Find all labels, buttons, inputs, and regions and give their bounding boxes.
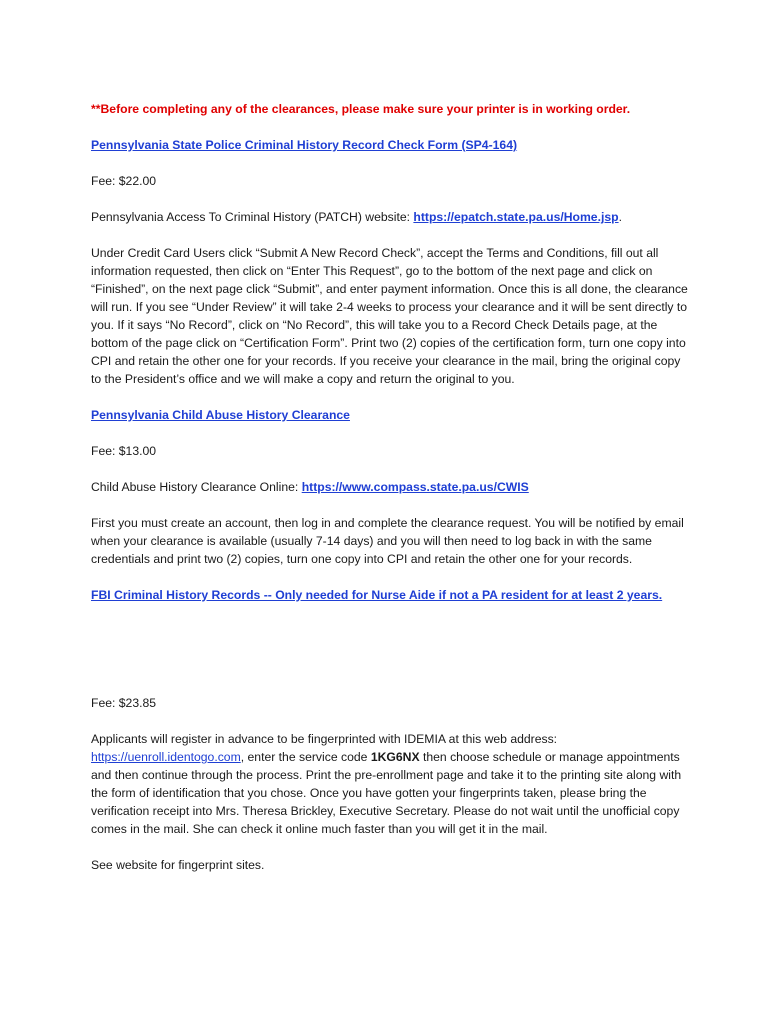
fbi-section-heading: [91, 586, 691, 604]
child-abuse-clearance-link[interactable]: Pennsylvania Child Abuse History Clearance: [91, 408, 350, 422]
service-code: 1KG6NX: [370, 750, 420, 764]
child-abuse-online-label: Child Abuse History Clearance Online:: [91, 480, 302, 494]
child-abuse-online-line: [91, 478, 691, 496]
patch-website-line: [91, 208, 691, 226]
fbi-records-link[interactable]: FBI Criminal History Records -- Only needed for Nurse Aide if not a PA resident for at least 2 years.: [91, 588, 663, 602]
fbi-instructions-intro: Applicants will register in advance to be fingerprinted with IDEMIA at this web address:: [91, 732, 558, 746]
patch-website-label: Pennsylvania Access To Criminal History (PATCH) website:: [91, 210, 414, 224]
document-page: [91, 100, 691, 874]
fbi-fee: Fee: $23.85: [91, 696, 157, 710]
fbi-instructions-rest: then choose schedule or manage appointments and then continue through the process. Print the pre-enrollment page and take it to the printing site along with the form of identification that you chose. Once you have gotten your fingerprints taken, please bring the verification receipt into Mrs. Theresa Brickley, Executive Secretary. Please do not wait until the unofficial copy comes in the mail. She can check it online much faster than you will get it in the mail.: [91, 750, 682, 836]
fingerprint-sites-note: See website for fingerprint sites.: [91, 858, 265, 872]
identogo-website-link[interactable]: https://uenroll.identogo.com: [91, 750, 241, 764]
child-abuse-instructions: First you must create an account, then log in and complete the clearance request. You will be notified by email when your clearance is available (usually 7-14 days) and you will then need to log back in with the same credentials and print two (2) copies, turn one copy into CPI and retain the other one for your records.: [91, 516, 684, 566]
state-police-instructions: Under Credit Card Users click “Submit A New Record Check”, accept the Terms and Conditions, fill out all information requested, then click on “Enter This Request”, go to the bottom of the next page and click on “Finished”, on the next page click “Submit”, and enter payment information. Once this is all done, the clearance will run. If you see “Under Review” it will take 2-4 weeks to process your clearance and it will be sent directly to you. If it says “No Record”, click on “No Record”, this will take you to a Record Check Details page, at the bottom of the page click on “Certification Form”. Print two (2) copies of the certification form, turn one copy into CPI and retain the other one for your records. If you receive your clearance in the mail, bring the original copy to the President’s office and we will make a copy and return the original to you.: [91, 246, 688, 386]
state-police-section-heading: [91, 136, 691, 154]
fbi-instructions: [91, 730, 691, 838]
child-abuse-fee: Fee: $13.00: [91, 444, 157, 458]
printer-warning: **Before completing any of the clearances, please make sure your printer is in working order.: [91, 102, 631, 116]
compass-website-link[interactable]: https://www.compass.state.pa.us/CWIS: [301, 480, 529, 494]
child-abuse-section-heading: [91, 406, 691, 424]
fbi-instructions-mid: , enter the service code: [240, 750, 371, 764]
state-police-form-link[interactable]: Pennsylvania State Police Criminal History Record Check Form (SP4-164): [91, 138, 518, 152]
state-police-fee: Fee: $22.00: [91, 174, 157, 188]
patch-website-period: .: [618, 210, 622, 224]
patch-website-link[interactable]: https://epatch.state.pa.us/Home.jsp: [413, 210, 619, 224]
